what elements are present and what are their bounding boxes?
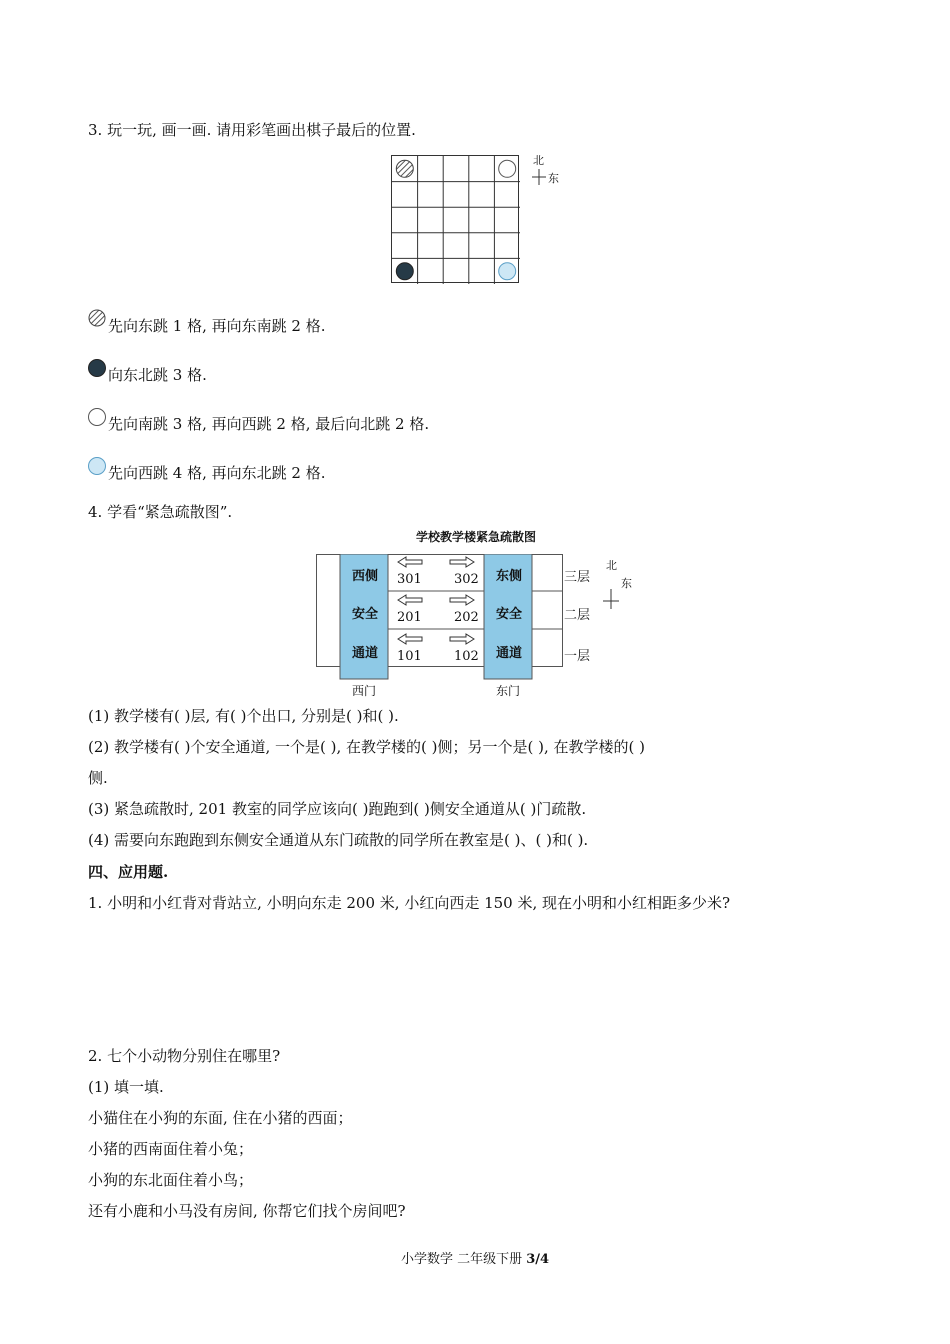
app-question-1: 1. 小明和小红背对背站立, 小明向东走 200 米, 小红向西走 150 米, 现在小明和小红相距多少米? <box>88 894 731 912</box>
footer-label: 小学数学 二年级下册 <box>400 1252 527 1267</box>
room-302: 302 <box>454 572 479 587</box>
east-gate: 东门 <box>496 684 521 698</box>
dark-piece <box>396 263 413 280</box>
floor-2: 二层 <box>564 608 591 623</box>
evacuation-diagram <box>316 528 636 700</box>
q4-question-4: (4) 需要向东跑跑到东侧安全通道从东门疏散的同学所在教室是( )、( )和( ). <box>88 831 589 849</box>
floor-3: 三层 <box>564 570 591 585</box>
west-label-1: 西侧 <box>352 569 379 584</box>
white-piece-icon <box>88 408 106 426</box>
room-201: 201 <box>397 610 422 625</box>
white-piece <box>499 160 516 177</box>
chess-grid <box>391 155 519 283</box>
q4-question-3: (3) 紧急疏散时, 201 教室的同学应该向( )跑跑到( )侧安全通道从( )门疏散. <box>88 800 587 818</box>
clue-line-3: 小狗的东北面住着小鸟； <box>88 1171 254 1189</box>
east-label-3: 通道 <box>496 646 523 661</box>
clue-line-2: 小猪的西南面住着小兔； <box>88 1140 254 1158</box>
striped-piece <box>396 160 413 177</box>
diagram-title: 学校教学楼紧急疏散图 <box>415 530 536 544</box>
piece-instruction-2: 向东北跳 3 格. <box>108 366 207 384</box>
west-gate: 西门 <box>352 684 377 698</box>
east-label-2: 安全 <box>496 607 523 622</box>
compass-cross-icon <box>532 169 546 185</box>
lightblue-piece <box>499 263 516 280</box>
compass-north: 北 <box>533 154 544 167</box>
floor-1: 一层 <box>564 649 591 664</box>
q3-title: 3. 玩一玩, 画一画. 请用彩笔画出棋子最后的位置. <box>88 121 416 139</box>
east-label-1: 东侧 <box>496 569 523 584</box>
page-footer <box>0 1248 950 1267</box>
section4-heading: 四、应用题. <box>88 863 169 881</box>
q4-question-2-cont: 侧. <box>88 769 108 787</box>
striped-piece-icon <box>88 309 106 327</box>
room-301: 301 <box>397 572 422 587</box>
clue-line-1: 小猫住在小狗的东面, 住在小猪的西面； <box>88 1109 353 1127</box>
piece-instruction-3: 先向南跳 3 格, 再向西跳 2 格, 最后向北跳 2 格. <box>108 415 430 433</box>
app-question-2: 2. 七个小动物分别住在哪里? <box>88 1047 281 1065</box>
app-question-2-sub: (1) 填一填. <box>88 1078 164 1096</box>
west-label-2: 安全 <box>352 607 379 622</box>
clue-line-4: 还有小鹿和小马没有房间, 你帮它们找个房间吧? <box>88 1202 406 1220</box>
q4-question-2: (2) 教学楼有( )个安全通道, 一个是( ), 在教学楼的( )侧；另一个是( ), 在教学楼的( ) <box>88 738 645 756</box>
compass-east: 东 <box>548 172 559 185</box>
lightblue-piece-icon <box>88 457 106 475</box>
q4-title: 4. 学看“紧急疏散图”. <box>88 503 233 521</box>
piece-instruction-1: 先向东跳 1 格, 再向东南跳 2 格. <box>108 317 326 335</box>
room-102: 102 <box>454 649 479 664</box>
page-number: 3/4 <box>526 1252 550 1267</box>
west-label-3: 通道 <box>352 646 379 661</box>
piece-instruction-4: 先向西跳 4 格, 再向东北跳 2 格. <box>108 464 326 482</box>
chess-grid-lines <box>392 156 520 284</box>
diagram-compass-north: 北 <box>606 559 617 572</box>
diagram-compass-east: 东 <box>621 577 632 590</box>
q4-question-1: (1) 教学楼有( )层, 有( )个出口, 分别是( )和( ). <box>88 707 399 725</box>
room-202: 202 <box>454 610 479 625</box>
room-101: 101 <box>397 649 422 664</box>
dark-piece-icon <box>88 359 106 377</box>
